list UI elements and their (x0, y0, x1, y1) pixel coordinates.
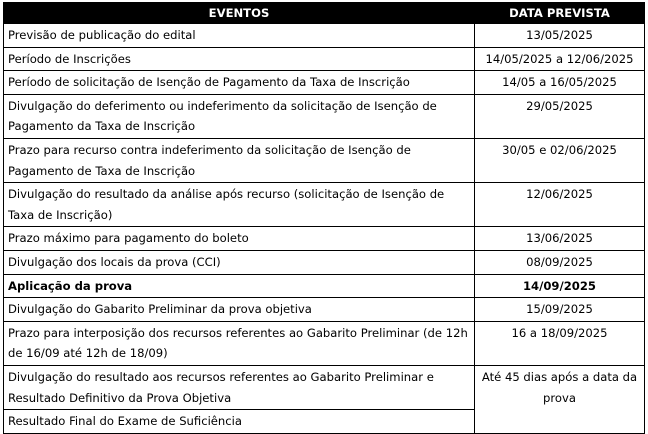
event-cell: Prazo para interposição dos recursos referentes ao Gabarito Preliminar (de 12h de 16/09 até 12h de 18/09) (4, 321, 475, 365)
header-events: EVENTOS (4, 3, 475, 24)
table-row-highlight (4, 274, 645, 298)
date-cell: 14/05 a 16/05/2025 (475, 71, 645, 95)
table-row (4, 183, 645, 227)
date-cell: 08/09/2025 (475, 250, 645, 274)
date-cell: 16 a 18/09/2025 (475, 321, 645, 365)
schedule-table (3, 2, 645, 434)
table-row (4, 24, 645, 48)
table-row (4, 321, 645, 365)
table-row (4, 250, 645, 274)
table-row (4, 365, 645, 409)
header-row (4, 3, 645, 24)
table-row (4, 94, 645, 138)
event-cell: Divulgação do Gabarito Preliminar da prova objetiva (4, 298, 475, 322)
date-cell: 30/05 e 02/06/2025 (475, 138, 645, 182)
event-cell: Divulgação do resultado aos recursos referentes ao Gabarito Preliminar e Resultado Definitivo da Prova Objetiva (4, 365, 475, 409)
event-cell: Divulgação do deferimento ou indeferimento da solicitação de Isenção de Pagamento da Taxa de Inscrição (4, 94, 475, 138)
date-cell: 13/05/2025 (475, 24, 645, 48)
date-cell: 15/09/2025 (475, 298, 645, 322)
event-cell: Prazo máximo para pagamento do boleto (4, 227, 475, 251)
table-row (4, 47, 645, 71)
date-cell: 13/06/2025 (475, 227, 645, 251)
event-cell: Divulgação dos locais da prova (CCI) (4, 250, 475, 274)
date-cell: 12/06/2025 (475, 183, 645, 227)
date-cell: 14/09/2025 (475, 274, 645, 298)
event-cell: Prazo para recurso contra indeferimento da solicitação de Isenção de Pagamento de Taxa de Inscrição (4, 138, 475, 182)
event-cell: Aplicação da prova (4, 274, 475, 298)
event-cell: Resultado Final do Exame de Suficiência (4, 410, 475, 434)
header-date: DATA PREVISTA (475, 3, 645, 24)
event-cell: Previsão de publicação do edital (4, 24, 475, 48)
table-row (4, 71, 645, 95)
date-cell: 29/05/2025 (475, 94, 645, 138)
date-cell: 14/05/2025 a 12/06/2025 (475, 47, 645, 71)
table-row (4, 298, 645, 322)
event-cell: Divulgação do resultado da análise após recurso (solicitação de Isenção de Taxa de Inscrição) (4, 183, 475, 227)
table-row (4, 138, 645, 182)
event-cell: Período de solicitação de Isenção de Pagamento da Taxa de Inscrição (4, 71, 475, 95)
event-cell: Período de Inscrições (4, 47, 475, 71)
table-row (4, 227, 645, 251)
date-cell: Até 45 dias após a data da prova (475, 365, 645, 433)
